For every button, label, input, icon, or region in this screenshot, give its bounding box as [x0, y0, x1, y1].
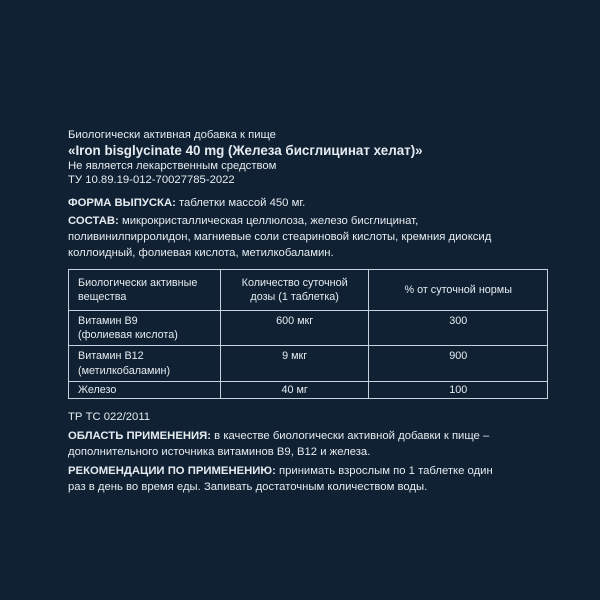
table-row: [69, 346, 548, 381]
cell-substance: Витамин В9 (фолиевая кислота): [69, 311, 221, 346]
tr-ts-standard: ТР ТС 022/2011: [68, 411, 151, 424]
usage-recommendations: [68, 463, 548, 495]
header-substance: Биологически активные вещества: [69, 269, 221, 310]
composition-line-3: коллоидный, фолиевая кислота, метилкобаламин.: [68, 246, 334, 259]
table-header-row: [69, 269, 548, 310]
usage-line-1: принимать взрослым по 1 таблетке один: [275, 465, 493, 478]
cell-percent: 100: [368, 381, 548, 398]
header-daily-percent: % от суточной нормы: [368, 269, 548, 310]
cell-amount: 600 мкг: [220, 311, 368, 346]
disclaimer: Не является лекарственным средством: [68, 160, 277, 173]
composition: [68, 213, 548, 261]
cell-amount: 40 мг: [220, 381, 368, 398]
composition-label: СОСТАВ:: [68, 214, 119, 227]
application-line-2: дополнительного источника витаминов В9, В12 и железа.: [68, 446, 371, 459]
cell-percent: 900: [368, 346, 548, 381]
nutrient-table: [68, 269, 548, 399]
composition-line-2: поливинилпирролидон, магниевые соли стеариновой кислоты, кремния диоксид: [68, 230, 492, 243]
table-row: [69, 381, 548, 398]
label-content: [68, 128, 548, 495]
release-form-label: ФОРМА ВЫПУСКА:: [68, 196, 176, 209]
application-label: ОБЛАСТЬ ПРИМЕНЕНИЯ:: [68, 430, 212, 443]
composition-line-1: микрокристаллическая целлюлоза, железо бисглицинат,: [118, 214, 419, 227]
cell-amount: 9 мкг: [220, 346, 368, 381]
table-row: [69, 311, 548, 346]
usage-label: РЕКОМЕНДАЦИИ ПО ПРИМЕНЕНИЮ:: [68, 465, 276, 478]
usage-line-2: раз в день во время еды. Запивать достаточным количеством воды.: [68, 481, 428, 494]
product-name: «Iron bisglycinate 40 mg (Железа бисглицинат хелат)»: [68, 143, 423, 159]
product-category: Биологически активная добавка к пище: [68, 129, 276, 141]
release-form-text: таблетки массой 450 мг.: [175, 196, 306, 209]
cell-substance: Витамин В12 (метилкобаламин): [69, 346, 221, 381]
application-area: [68, 428, 548, 460]
technical-spec-number: ТУ 10.89.19-012-70027785-2022: [68, 174, 235, 187]
application-line-1: в качестве биологически активной добавки к пище –: [211, 430, 490, 443]
cell-percent: 300: [368, 311, 548, 346]
header-daily-amount: Количество суточной дозы (1 таблетка): [220, 269, 368, 310]
release-form: [68, 195, 548, 211]
cell-substance: Железо: [69, 381, 221, 398]
